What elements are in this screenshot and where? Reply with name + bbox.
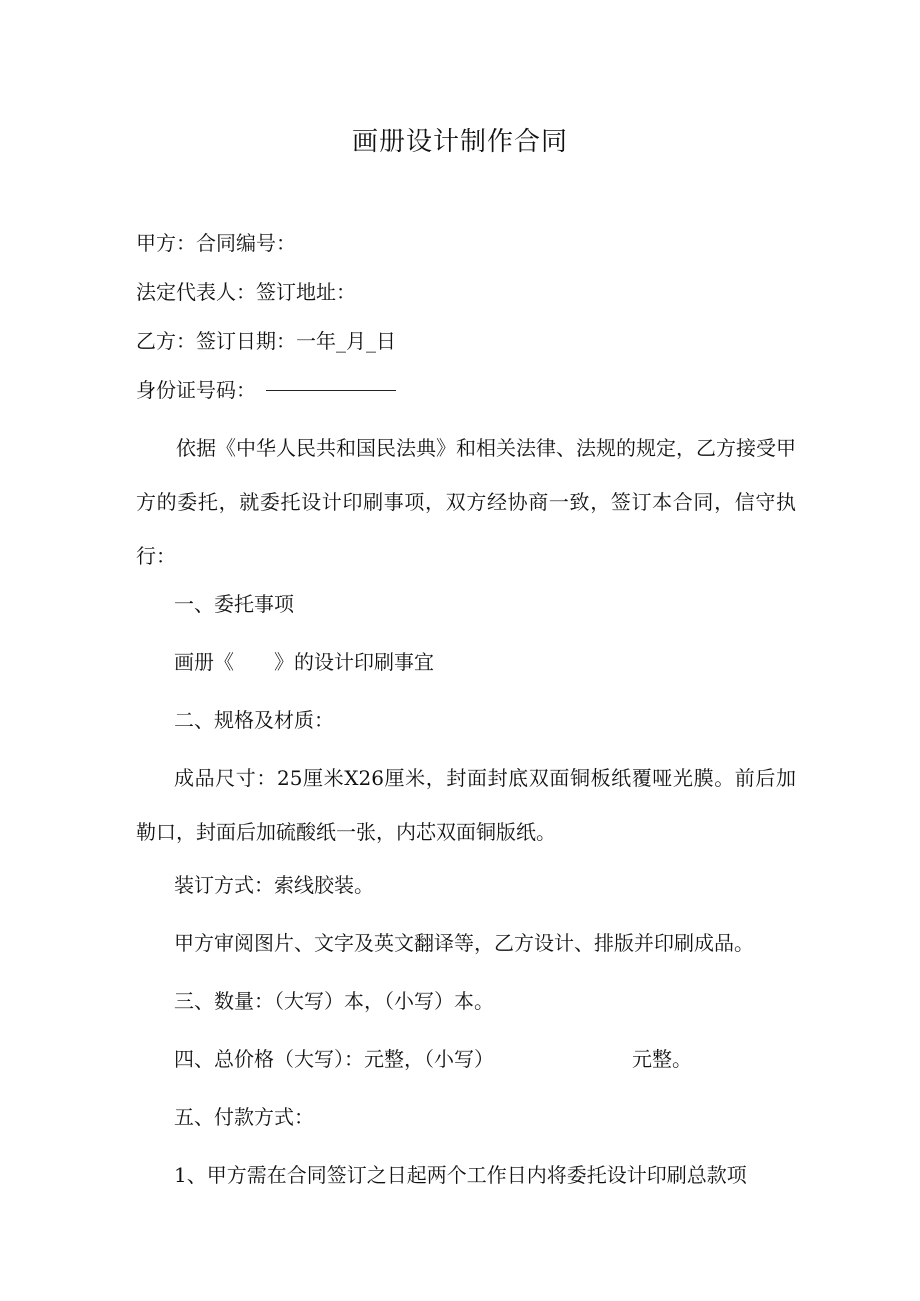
section-2-heading: 二、规格及材质： xyxy=(174,708,334,732)
intro-paragraph: 依据《中华人民共和国民法典》和相关法律、法规的规定，乙方接受甲方的委托，就委托设计印刷事项，双方经协商一致，签订本合同，信守执行： xyxy=(136,436,796,568)
payment-clause-1: 1、甲方需在合同签订之日起两个工作日内将委托设计印刷总款项 xyxy=(174,1163,747,1187)
section-3-quantity: 三、数量：（大写）本，（小写）本。 xyxy=(174,989,494,1013)
legal-representative-line: 法定代表人：签订地址： xyxy=(136,280,356,304)
binding-line: 装订方式：索线胶装。 xyxy=(174,873,374,897)
id-number-label: 身份证号码： xyxy=(136,378,256,402)
review-line: 甲方审阅图片、文字及英文翻译等，乙方设计、排版并印刷成品。 xyxy=(174,931,754,955)
section-5-heading: 五、付款方式： xyxy=(174,1105,314,1129)
total-price-part-2: 元整。 xyxy=(632,1047,692,1071)
total-price-part-1: 四、总价格（大写）：元整，（小写） xyxy=(174,1047,494,1071)
document-title: 画册设计制作合同 xyxy=(351,127,568,157)
section-4-total-price xyxy=(174,1045,692,1073)
party-a-line: 甲方：合同编号： xyxy=(136,231,296,255)
section-1-item: 画册《 》的设计印刷事宜 xyxy=(174,650,434,674)
id-number-blank xyxy=(266,390,396,391)
section-1-heading: 一、委托事项 xyxy=(174,592,294,616)
party-b-line: 乙方：签订日期：一年_月_日 xyxy=(136,329,396,353)
spec-size-paragraph: 成品尺寸：25厘米X26厘米，封面封底双面铜板纸覆哑光膜。前后加勒口，封面后加硫酸纸一张，内芯双面铜版纸。 xyxy=(136,766,796,844)
id-number-line xyxy=(136,376,396,404)
